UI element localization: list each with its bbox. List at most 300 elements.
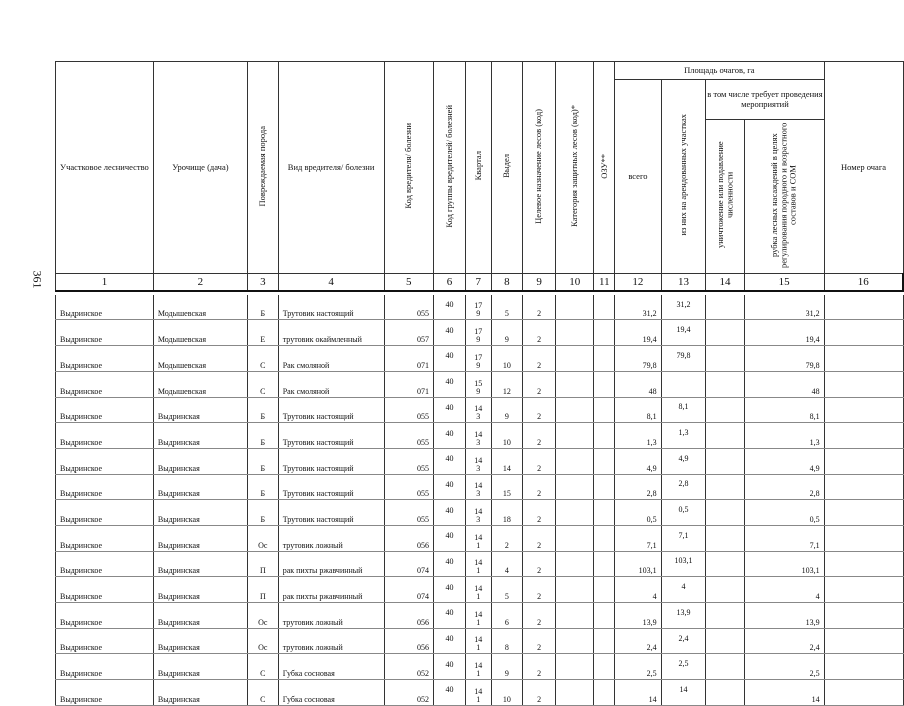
header-kvartal: Квартал [465, 62, 491, 274]
cell-purpose: 2 [523, 346, 556, 372]
cell-pest-code: 056 [384, 525, 434, 551]
cell-leased: 79,8 [661, 346, 706, 372]
cell-destroy [706, 603, 744, 629]
table-row [56, 628, 904, 654]
kvartal-bottom: 3 [476, 514, 481, 524]
cell-leased: 13,9 [661, 603, 706, 629]
cell-pest: трутовик ложный [278, 628, 384, 654]
cell-tract: Выдринская [153, 448, 247, 474]
kvartal-bottom: 3 [476, 437, 481, 447]
table-row [56, 320, 904, 346]
cell-total: 7,1 [615, 525, 661, 551]
cell-cutting: 0,5 [744, 500, 824, 526]
cell-total: 4,9 [615, 448, 661, 474]
cell-foci-number [824, 474, 903, 500]
cell-leased: 19,4 [661, 320, 706, 346]
cell-cutting: 13,9 [744, 603, 824, 629]
cell-purpose: 2 [523, 577, 556, 603]
cell-pest: Рак смоляной [278, 371, 384, 397]
cell-destroy [706, 346, 744, 372]
cell-purpose: 2 [523, 371, 556, 397]
cell-foci-number [824, 603, 903, 629]
cell-foci-number [824, 500, 903, 526]
cell-destroy [706, 371, 744, 397]
table-row [56, 500, 904, 526]
cell-purpose: 2 [523, 603, 556, 629]
cell-pest-code: 074 [384, 551, 434, 577]
cell-purpose: 2 [523, 500, 556, 526]
cell-tract: Выдринская [153, 500, 247, 526]
cell-pest-code: 055 [384, 295, 434, 320]
cell-species: Б [247, 474, 278, 500]
cell-ozu [594, 423, 615, 449]
kvartal-bottom: 1 [476, 566, 481, 576]
cell-kvartal [465, 320, 491, 346]
cell-destroy [706, 680, 744, 706]
cell-ozu [594, 474, 615, 500]
cell-destroy [706, 423, 744, 449]
cell-total: 48 [615, 371, 661, 397]
cell-foci-number [824, 525, 903, 551]
cell-tract: Выдринская [153, 628, 247, 654]
cell-forestry: Выдринское [56, 654, 154, 680]
cell-pest-code: 055 [384, 500, 434, 526]
cell-purpose: 2 [523, 320, 556, 346]
kvartal-top: 14 [474, 455, 483, 465]
cell-vydel: 5 [491, 577, 523, 603]
cell-leased: 4,9 [661, 448, 706, 474]
cell-group-code: 40 [434, 474, 466, 500]
cell-vydel: 2 [491, 525, 523, 551]
cell-pest-code: 055 [384, 448, 434, 474]
cell-total: 2,5 [615, 654, 661, 680]
table-row [56, 346, 904, 372]
cell-destroy [706, 320, 744, 346]
cell-ozu [594, 525, 615, 551]
cell-forestry: Выдринское [56, 346, 154, 372]
kvartal-top: 14 [474, 481, 483, 491]
cell-ozu [594, 320, 615, 346]
cell-total: 13,9 [615, 603, 661, 629]
header-cutting: рубка лесных насаждений в целях регулирования породного и возрастного составов и СОМ [744, 120, 824, 274]
cell-total: 1,3 [615, 423, 661, 449]
cell-purpose: 2 [523, 474, 556, 500]
cell-protect [556, 654, 594, 680]
cell-cutting: 103,1 [744, 551, 824, 577]
column-number: 9 [523, 273, 556, 291]
cell-leased: 1,3 [661, 423, 706, 449]
cell-foci-number [824, 423, 903, 449]
cell-destroy [706, 474, 744, 500]
cell-total: 2,4 [615, 628, 661, 654]
table-row [56, 525, 904, 551]
table-row [56, 371, 904, 397]
kvartal-bottom: 1 [476, 643, 481, 653]
cell-group-code: 40 [434, 577, 466, 603]
cell-protect [556, 295, 594, 320]
cell-pest-code: 055 [384, 474, 434, 500]
kvartal-top: 14 [474, 686, 483, 696]
cell-total: 103,1 [615, 551, 661, 577]
cell-total: 8,1 [615, 397, 661, 423]
cell-protect [556, 397, 594, 423]
cell-tract: Модышевская [153, 320, 247, 346]
cell-total: 2,8 [615, 474, 661, 500]
kvartal-top: 17 [474, 352, 483, 362]
cell-protect [556, 448, 594, 474]
table-row [56, 448, 904, 474]
cell-pest: Трутовик настоящий [278, 448, 384, 474]
column-number: 13 [661, 273, 706, 291]
cell-group-code: 40 [434, 371, 466, 397]
cell-pest: Губка сосновая [278, 654, 384, 680]
column-number: 14 [706, 273, 744, 291]
cell-species: Ос [247, 628, 278, 654]
cell-forestry: Выдринское [56, 628, 154, 654]
cell-kvartal [465, 295, 491, 320]
kvartal-top: 14 [474, 506, 483, 516]
cell-leased: 4 [661, 577, 706, 603]
cell-destroy [706, 551, 744, 577]
kvartal-bottom: 3 [476, 412, 481, 422]
cell-forestry: Выдринское [56, 500, 154, 526]
cell-vydel: 9 [491, 397, 523, 423]
cell-total: 14 [615, 680, 661, 706]
kvartal-top: 17 [474, 327, 483, 337]
cell-purpose: 2 [523, 397, 556, 423]
kvartal-bottom: 3 [476, 463, 481, 473]
cell-tract: Выдринская [153, 680, 247, 706]
cell-cutting: 2,4 [744, 628, 824, 654]
header-tract: Урочище (дача) [153, 62, 247, 274]
cell-protect [556, 500, 594, 526]
cell-forestry: Выдринское [56, 320, 154, 346]
cell-pest: Губка сосновая [278, 680, 384, 706]
cell-destroy [706, 448, 744, 474]
cell-ozu [594, 603, 615, 629]
cell-species: С [247, 680, 278, 706]
cell-cutting: 79,8 [744, 346, 824, 372]
cell-ozu [594, 680, 615, 706]
cell-ozu [594, 371, 615, 397]
header-measures-group: в том числе требует проведения мероприятий [706, 80, 824, 120]
cell-kvartal [465, 346, 491, 372]
table-row [56, 551, 904, 577]
cell-tract: Выдринская [153, 654, 247, 680]
table-row [56, 680, 904, 706]
cell-leased: 103,1 [661, 551, 706, 577]
cell-tract: Модышевская [153, 371, 247, 397]
cell-pest: рак пихты ржавчинный [278, 577, 384, 603]
cell-pest-code: 052 [384, 680, 434, 706]
kvartal-bottom: 1 [476, 617, 481, 627]
cell-group-code: 40 [434, 551, 466, 577]
cell-purpose: 2 [523, 551, 556, 577]
cell-species: П [247, 577, 278, 603]
cell-destroy [706, 628, 744, 654]
cell-vydel: 12 [491, 371, 523, 397]
cell-vydel: 10 [491, 346, 523, 372]
cell-pest-code: 055 [384, 423, 434, 449]
kvartal-bottom: 1 [476, 694, 481, 704]
cell-destroy [706, 577, 744, 603]
cell-cutting: 4,9 [744, 448, 824, 474]
cell-kvartal [465, 423, 491, 449]
cell-forestry: Выдринское [56, 474, 154, 500]
cell-kvartal [465, 628, 491, 654]
cell-species: Б [247, 295, 278, 320]
table-row [56, 397, 904, 423]
table-row [56, 577, 904, 603]
cell-vydel: 14 [491, 448, 523, 474]
header-pest-code: Код вредителя/ болезни [384, 62, 434, 274]
kvartal-top: 14 [474, 429, 483, 439]
cell-vydel: 10 [491, 423, 523, 449]
cell-group-code: 40 [434, 397, 466, 423]
column-number: 12 [615, 273, 661, 291]
cell-cutting: 2,5 [744, 654, 824, 680]
header-destroy: уничтожение или подавление численности [706, 120, 744, 274]
header-forestry: Участковое лесничество [56, 62, 154, 274]
cell-group-code: 40 [434, 680, 466, 706]
table-row [56, 423, 904, 449]
cell-pest-code: 071 [384, 346, 434, 372]
cell-leased [661, 371, 706, 397]
cell-forestry: Выдринское [56, 448, 154, 474]
cell-ozu [594, 551, 615, 577]
cell-kvartal [465, 448, 491, 474]
cell-ozu [594, 448, 615, 474]
cell-foci-number [824, 654, 903, 680]
cell-foci-number [824, 346, 903, 372]
header-vydel: Выдел [491, 62, 523, 274]
cell-kvartal [465, 603, 491, 629]
cell-pest-code: 056 [384, 603, 434, 629]
cell-group-code: 40 [434, 423, 466, 449]
cell-vydel: 8 [491, 628, 523, 654]
cell-tract: Модышевская [153, 295, 247, 320]
cell-destroy [706, 397, 744, 423]
cell-tract: Выдринская [153, 474, 247, 500]
cell-pest-code: 074 [384, 577, 434, 603]
cell-pest: Трутовик настоящий [278, 423, 384, 449]
cell-kvartal [465, 551, 491, 577]
cell-pest: рак пихты ржавчинный [278, 551, 384, 577]
cell-pest: трутовик окаймленный [278, 320, 384, 346]
cell-pest-code: 057 [384, 320, 434, 346]
cell-forestry: Выдринское [56, 371, 154, 397]
column-number: 3 [247, 273, 278, 291]
cell-purpose: 2 [523, 423, 556, 449]
column-number: 4 [278, 273, 384, 291]
cell-purpose: 2 [523, 448, 556, 474]
cell-protect [556, 371, 594, 397]
cell-vydel: 5 [491, 295, 523, 320]
cell-pest: Трутовик настоящий [278, 500, 384, 526]
cell-species: Ос [247, 603, 278, 629]
column-number: 1 [56, 273, 154, 291]
cell-tract: Выдринская [153, 577, 247, 603]
cell-vydel: 18 [491, 500, 523, 526]
cell-cutting: 48 [744, 371, 824, 397]
kvartal-top: 14 [474, 661, 483, 671]
kvartal-bottom: 9 [476, 386, 481, 396]
cell-species: Б [247, 397, 278, 423]
cell-protect [556, 474, 594, 500]
cell-foci-number [824, 680, 903, 706]
header-ozu: ОЗУ** [594, 62, 615, 274]
cell-foci-number [824, 397, 903, 423]
header-pest: Вид вредителя/ болезни [278, 62, 384, 274]
cell-pest-code: 052 [384, 654, 434, 680]
header-area-group: Площадь очагов, га [615, 62, 824, 80]
cell-protect [556, 680, 594, 706]
header-foci-number: Номер очага [824, 62, 903, 274]
cell-cutting: 2,8 [744, 474, 824, 500]
cell-forestry: Выдринское [56, 295, 154, 320]
cell-total: 31,2 [615, 295, 661, 320]
cell-species: Е [247, 320, 278, 346]
kvartal-top: 14 [474, 558, 483, 568]
kvartal-bottom: 9 [476, 360, 481, 370]
cell-protect [556, 525, 594, 551]
cell-kvartal [465, 474, 491, 500]
cell-kvartal [465, 577, 491, 603]
cell-ozu [594, 295, 615, 320]
cell-foci-number [824, 371, 903, 397]
cell-kvartal [465, 397, 491, 423]
header-purpose: Целевое назначение лесов (код) [523, 62, 556, 274]
kvartal-bottom: 1 [476, 540, 481, 550]
cell-foci-number [824, 295, 903, 320]
header-protect: Категория защитных лесов (код)* [556, 62, 594, 274]
kvartal-top: 14 [474, 584, 483, 594]
cell-group-code: 40 [434, 320, 466, 346]
cell-forestry: Выдринское [56, 551, 154, 577]
cell-purpose: 2 [523, 680, 556, 706]
cell-tract: Выдринская [153, 525, 247, 551]
cell-species: Б [247, 448, 278, 474]
kvartal-top: 14 [474, 635, 483, 645]
cell-species: Б [247, 423, 278, 449]
cell-total: 0,5 [615, 500, 661, 526]
cell-vydel: 15 [491, 474, 523, 500]
cell-ozu [594, 577, 615, 603]
cell-total: 4 [615, 577, 661, 603]
cell-protect [556, 320, 594, 346]
cell-protect [556, 603, 594, 629]
cell-vydel: 9 [491, 654, 523, 680]
cell-protect [556, 423, 594, 449]
cell-cutting: 7,1 [744, 525, 824, 551]
cell-group-code: 40 [434, 654, 466, 680]
cell-leased: 2,8 [661, 474, 706, 500]
cell-group-code: 40 [434, 448, 466, 474]
page-number: 361 [30, 270, 45, 289]
cell-leased: 14 [661, 680, 706, 706]
table-row [56, 295, 904, 320]
cell-vydel: 9 [491, 320, 523, 346]
cell-leased: 31,2 [661, 295, 706, 320]
kvartal-top: 14 [474, 404, 483, 414]
kvartal-bottom: 9 [476, 309, 481, 319]
column-number: 11 [594, 273, 615, 291]
cell-cutting: 31,2 [744, 295, 824, 320]
cell-ozu [594, 346, 615, 372]
cell-forestry: Выдринское [56, 397, 154, 423]
cell-purpose: 2 [523, 525, 556, 551]
cell-protect [556, 346, 594, 372]
kvartal-bottom: 3 [476, 489, 481, 499]
cell-tract: Выдринская [153, 551, 247, 577]
table-body [56, 295, 904, 706]
cell-group-code: 40 [434, 628, 466, 654]
cell-protect [556, 628, 594, 654]
cell-purpose: 2 [523, 295, 556, 320]
cell-vydel: 10 [491, 680, 523, 706]
cell-destroy [706, 500, 744, 526]
kvartal-bottom: 9 [476, 335, 481, 345]
header-total: всего [615, 80, 661, 274]
cell-species: Ос [247, 525, 278, 551]
cell-forestry: Выдринское [56, 577, 154, 603]
column-number: 2 [153, 273, 247, 291]
cell-cutting: 14 [744, 680, 824, 706]
table-row [56, 654, 904, 680]
pest-foci-table [55, 61, 904, 706]
cell-pest: трутовик ложный [278, 525, 384, 551]
cell-pest-code: 056 [384, 628, 434, 654]
cell-ozu [594, 397, 615, 423]
kvartal-top: 14 [474, 532, 483, 542]
cell-foci-number [824, 577, 903, 603]
cell-pest-code: 055 [384, 397, 434, 423]
cell-leased: 0,5 [661, 500, 706, 526]
cell-group-code: 40 [434, 603, 466, 629]
kvartal-top: 14 [474, 609, 483, 619]
cell-forestry: Выдринское [56, 603, 154, 629]
cell-cutting: 4 [744, 577, 824, 603]
cell-cutting: 1,3 [744, 423, 824, 449]
column-number: 8 [491, 273, 523, 291]
kvartal-bottom: 1 [476, 669, 481, 679]
header-leased: из них на арендованных участках [661, 80, 706, 274]
cell-pest: Трутовик настоящий [278, 474, 384, 500]
cell-tract: Выдринская [153, 397, 247, 423]
cell-tract: Выдринская [153, 603, 247, 629]
cell-group-code: 40 [434, 525, 466, 551]
cell-ozu [594, 654, 615, 680]
kvartal-bottom: 1 [476, 592, 481, 602]
cell-forestry: Выдринское [56, 525, 154, 551]
cell-cutting: 8,1 [744, 397, 824, 423]
cell-pest-code: 071 [384, 371, 434, 397]
cell-destroy [706, 525, 744, 551]
cell-total: 19,4 [615, 320, 661, 346]
column-number: 6 [434, 273, 466, 291]
cell-forestry: Выдринское [56, 680, 154, 706]
table-row [56, 474, 904, 500]
cell-ozu [594, 500, 615, 526]
cell-species: Б [247, 500, 278, 526]
column-number: 7 [465, 273, 491, 291]
table-row [56, 603, 904, 629]
cell-vydel: 4 [491, 551, 523, 577]
column-number: 16 [824, 273, 903, 291]
cell-cutting: 19,4 [744, 320, 824, 346]
cell-group-code: 40 [434, 346, 466, 372]
cell-foci-number [824, 448, 903, 474]
